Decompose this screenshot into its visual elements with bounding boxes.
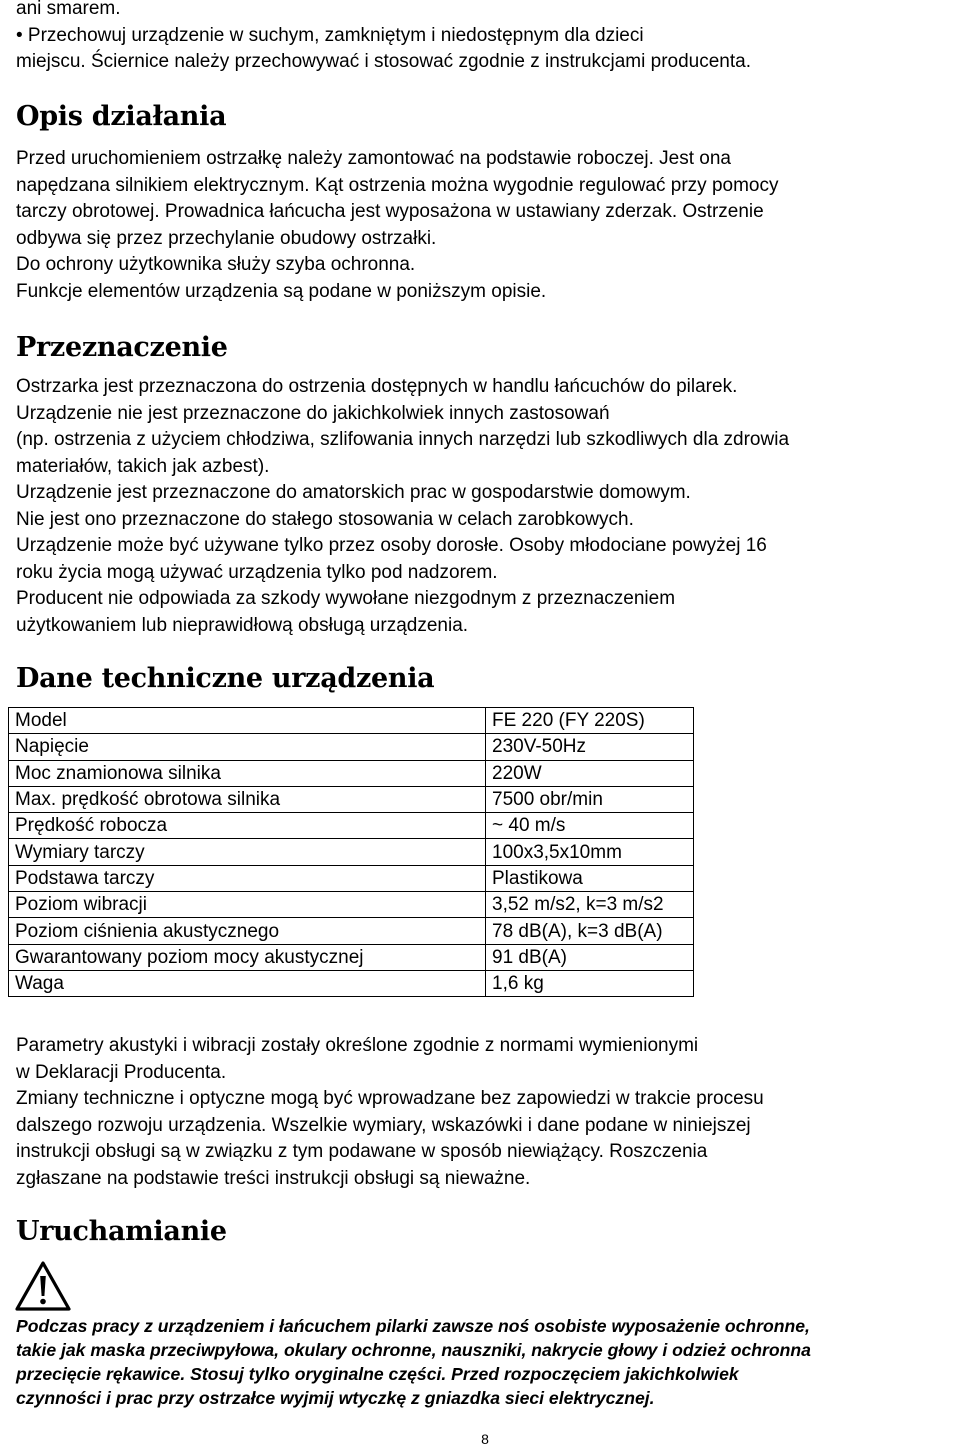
text-line: Przed uruchomieniem ostrzałkę należy zamontować na podstawie roboczej. Jest ona [16,148,731,169]
spec-value: 3,52 m/s2, k=3 m/s2 [486,892,694,918]
spec-label: Model [9,708,486,734]
warning-line: Podczas pracy z urządzeniem i łańcuchem pilarki zawsze noś osobiste wyposażenie ochronne, [16,1316,810,1336]
text-line: Producent nie odpowiada za szkody wywołane niezgodnym z przeznaczeniem [16,588,676,609]
text-line: Urządzenie nie jest przeznaczone do jakichkolwiek innych zastosowań [16,402,610,424]
text-line: Nie jest ono przeznaczone do stałego stosowania w celach zarobkowych. [16,508,634,530]
text-line: instrukcji obsługi są w związku z tym podawane w sposób niewiążący. Roszczenia [16,1141,708,1162]
spec-value: 230V-50Hz [486,734,694,760]
text-line: roku życia mogą używać urządzenia tylko pod nadzorem. [16,561,498,583]
spec-label: Wymiary tarczy [9,839,486,865]
text-line: zgłaszane na podstawie treści instrukcji obsługi są nieważne. [16,1167,531,1189]
text-line: Parametry akustyki i wibracji zostały określone zgodnie z normami wymienionymi [16,1035,699,1056]
spec-label: Prędkość robocza [9,813,486,839]
spec-label: Napięcie [9,734,486,760]
dane-notes-block [16,1033,764,1192]
section-heading-przeznaczenie: Przeznaczenie [16,332,228,363]
text-line: użytkowaniem lub nieprawidłową obsługą urządzenia. [16,614,469,636]
text-line: Urządzenie może być używane tylko przez osoby dorosłe. Osoby młodociane powyżej 16 [16,535,767,556]
intro-text-block [16,0,751,76]
spec-label: Podstawa tarczy [9,865,486,891]
spec-value: 1,6 kg [486,970,694,996]
page-number: 8 [481,1431,489,1447]
opis-text-block [16,146,778,305]
spec-label: Poziom wibracji [9,892,486,918]
text-line: Zmiany techniczne i optyczne mogą być wprowadzane bez zapowiedzi w trakcie procesu [16,1088,764,1109]
spec-label: Max. prędkość obrotowa silnika [9,786,486,812]
spec-value: ~ 40 m/s [486,813,694,839]
section-heading-opis: Opis działania [16,101,227,132]
text-line: w Deklaracji Producenta. [16,1061,227,1083]
table-row [9,786,694,812]
spec-label: Poziom ciśnienia akustycznego [9,918,486,944]
spec-value: 78 dB(A), k=3 dB(A) [486,918,694,944]
spec-value: 91 dB(A) [486,944,694,970]
text-line: Urządzenie jest przeznaczone do amatorskich prac w gospodarstwie domowym. [16,482,691,503]
table-row [9,760,694,786]
spec-value: 7500 obr/min [486,786,694,812]
section-heading-dane: Dane techniczne urządzenia [16,663,435,694]
spec-label: Moc znamionowa silnika [9,760,486,786]
table-row [9,839,694,865]
table-row [9,944,694,970]
text-line: Ostrzarka jest przeznaczona do ostrzenia dostępnych w handlu łańcuchów do pilarek. [16,376,738,397]
spec-label: Waga [9,970,486,996]
text-line: • Przechowuj urządzenie w suchym, zamkniętym i niedostępnym dla dzieci [16,24,644,46]
warning-line: takie jak maska przeciwpyłowa, okulary ochronne, nauszniki, nakrycie głowy i odzież ochronna [16,1340,811,1360]
text-line: napędzana silnikiem elektrycznym. Kąt ostrzenia można wygodnie regulować przy pomocy [16,174,779,196]
table-row [9,892,694,918]
spec-value: 100x3,5x10mm [486,839,694,865]
text-line: dalszego rozwoju urządzenia. Wszelkie wymiary, wskazówki i dane podane w niniejszej [16,1114,751,1136]
text-line: ani smarem. [16,0,121,19]
table-row [9,708,694,734]
text-line: odbywa się przez przechylanie obudowy ostrzałki. [16,227,437,249]
spec-value: Plastikowa [486,865,694,891]
warning-triangle-icon [14,1260,72,1312]
text-line: tarczy obrotowej. Prowadnica łańcucha jest wyposażona w ustawiany zderzak. Ostrzenie [16,201,764,222]
text-line: materiałów, takich jak azbest). [16,455,270,477]
table-row [9,813,694,839]
section-heading-uruchamianie: Uruchamianie [16,1216,227,1247]
table-row [9,865,694,891]
table-row [9,734,694,760]
warning-line: przecięcie rękawice. Stosuj tylko oryginalne części. Przed rozpoczęciem jakichkolwiek [16,1364,739,1384]
text-line: (np. ostrzenia z użyciem chłodziwa, szlifowania innych narzędzi lub szkodliwych dla zdrowia [16,429,790,450]
text-line: Do ochrony użytkownika służy szyba ochronna. [16,254,416,275]
safety-warning-text [16,1314,811,1410]
text-line: Funkcje elementów urządzenia są podane w poniższym opisie. [16,280,547,302]
text-line: miejscu. Ściernice należy przechowywać i stosować zgodnie z instrukcjami producenta. [16,51,751,72]
table-row [9,970,694,996]
spec-value: 220W [486,760,694,786]
spec-table [8,707,694,997]
table-row [9,918,694,944]
przeznaczenie-text-block [16,374,789,639]
spec-value: FE 220 (FY 220S) [486,708,694,734]
spec-label: Gwarantowany poziom mocy akustycznej [9,944,486,970]
warning-line: czynności i prac przy ostrzałce wyjmij wtyczkę z gniazdka sieci elektrycznej. [16,1388,655,1408]
